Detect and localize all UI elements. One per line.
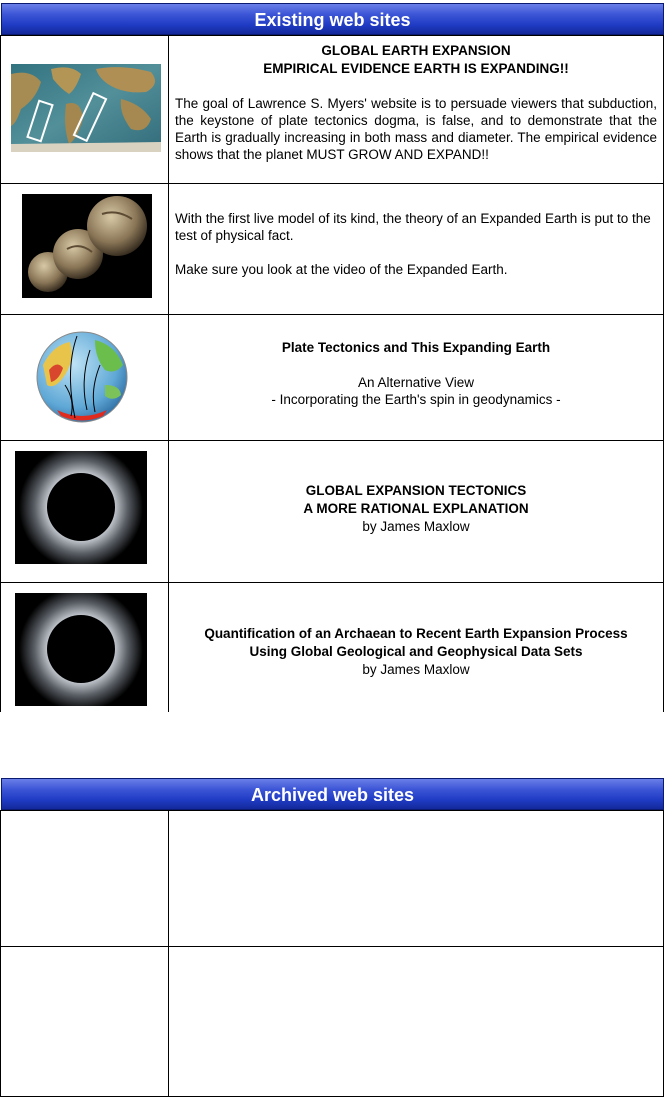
site-subtitle-2: - Incorporating the Earth's spin in geodynamics - xyxy=(271,392,561,407)
site-byline: by James Maxlow xyxy=(362,662,470,677)
site-title-line2[interactable]: EMPIRICAL EVIDENCE EARTH IS EXPANDING!! xyxy=(263,61,569,76)
archived-row xyxy=(0,947,664,1097)
globe-icon[interactable] xyxy=(35,330,129,424)
site-description-cell xyxy=(169,315,663,440)
site-byline: by James Maxlow xyxy=(362,519,470,534)
site-title-line1[interactable]: GLOBAL EXPANSION TECTONICS xyxy=(305,483,527,498)
site-thumbnail-cell xyxy=(1,184,169,314)
archived-thumbnail-cell xyxy=(1,811,169,946)
site-title-line1[interactable]: Quantification of an Archaean to Recent Earth Expansion Process xyxy=(204,626,628,641)
site-description-cell xyxy=(169,441,663,582)
site-description: The goal of Lawrence S. Myers' website is to persuade viewers that subduction, the keystone of plate tectonics dogma, is false, and to demonstrate that the Earth is gradually increasing in both mass and diameter. The empirical evidence shows that the planet MUST GROW AND EXPAND!! xyxy=(175,96,657,162)
solar-eclipse-icon[interactable] xyxy=(15,451,147,564)
site-description: With the first live model of its kind, the theory of an Expanded Earth is put to the test of physical fact. xyxy=(175,211,651,243)
archived-sites-title: Archived web sites xyxy=(250,785,415,805)
site-title[interactable]: Plate Tectonics and This Expanding Earth xyxy=(281,340,551,355)
site-description-cell xyxy=(169,36,663,183)
solar-eclipse-icon[interactable] xyxy=(15,593,147,706)
archived-thumbnail-cell xyxy=(1,947,169,1096)
site-row-plate-tectonics xyxy=(0,315,664,441)
site-row-expanded-earth-model xyxy=(0,184,664,315)
site-row-global-earth-expansion xyxy=(0,35,664,184)
expanding-globes-icon[interactable] xyxy=(22,194,152,298)
site-video-note[interactable]: Make sure you look at the video of the Expanded Earth. xyxy=(175,262,508,277)
site-title-line2[interactable]: Using Global Geological and Geophysical Data Sets xyxy=(249,644,583,659)
site-description-cell xyxy=(169,583,663,712)
archived-row xyxy=(0,810,664,947)
site-thumbnail-cell xyxy=(1,36,169,183)
existing-sites-header xyxy=(1,3,664,35)
site-subtitle: An Alternative View xyxy=(357,375,475,390)
ocean-floor-map-icon[interactable] xyxy=(11,64,161,152)
site-title-line1[interactable]: GLOBAL EARTH EXPANSION xyxy=(321,43,511,58)
site-title-line2[interactable]: A MORE RATIONAL EXPLANATION xyxy=(303,501,529,516)
archived-description-cell xyxy=(169,811,663,946)
site-thumbnail-cell xyxy=(1,315,169,440)
site-thumbnail-cell xyxy=(1,583,169,712)
archived-sites-header xyxy=(1,778,664,810)
site-description-cell xyxy=(169,184,663,314)
archived-description-cell xyxy=(169,947,663,1096)
site-row-global-expansion-tectonics xyxy=(0,441,664,583)
site-thumbnail-cell xyxy=(1,441,169,582)
existing-sites-title: Existing web sites xyxy=(254,10,411,30)
site-row-archaean-earth-expansion xyxy=(0,583,664,712)
